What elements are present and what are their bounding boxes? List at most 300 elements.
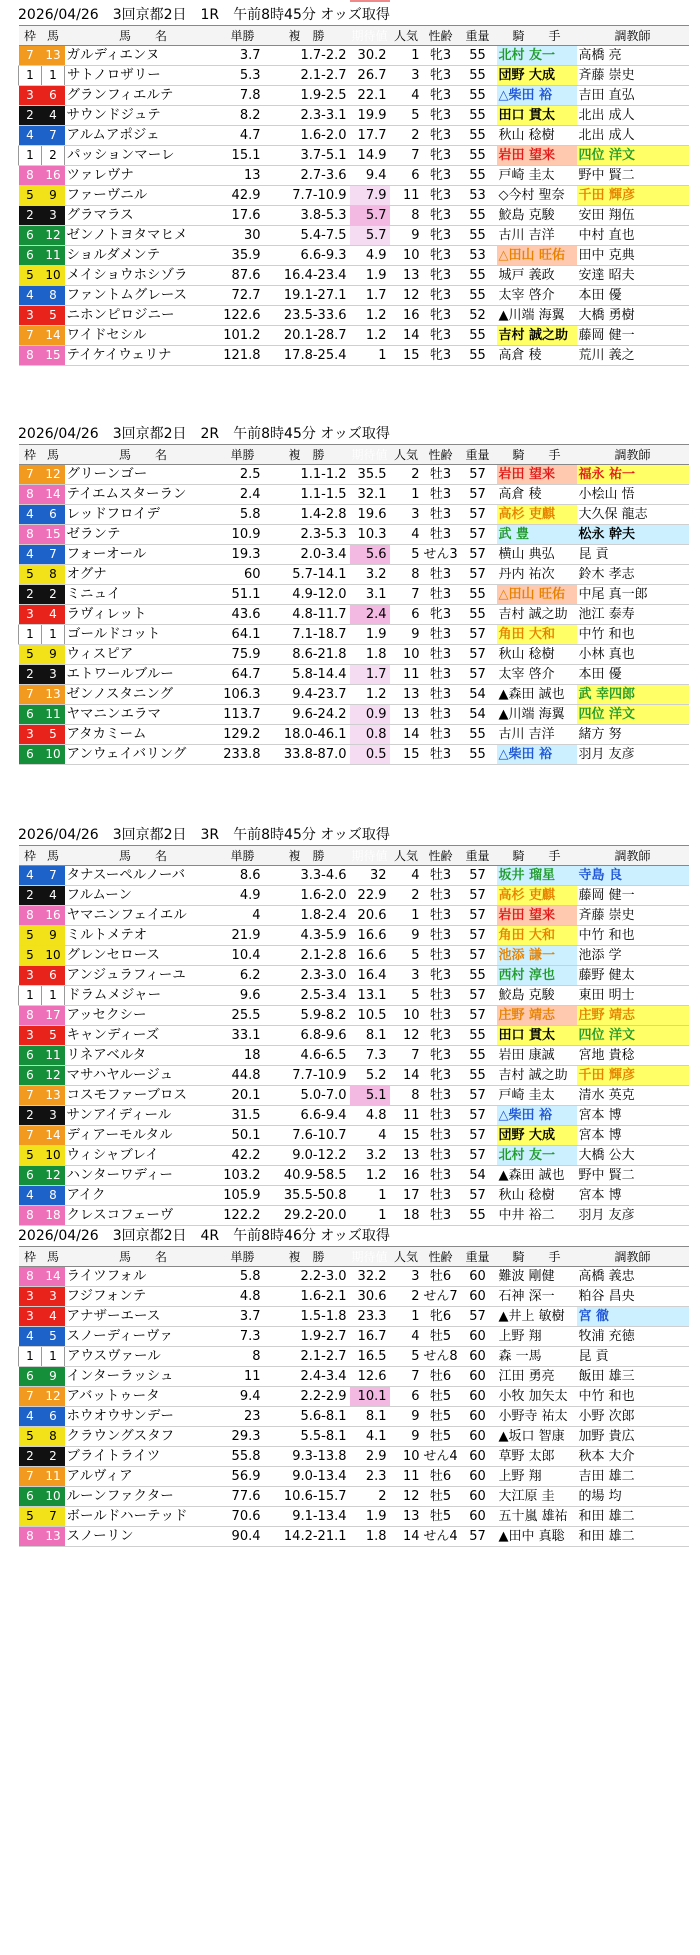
odds-table — [18, 845, 689, 1226]
place-odds-cell: 9.3-13.8 — [264, 1447, 350, 1467]
jockey-cell: 北村 友一 — [497, 46, 577, 66]
horse-number-cell: 4 — [42, 1307, 65, 1327]
place-odds-cell: 4.3-5.9 — [264, 926, 350, 946]
column-header-ninki: 人気 — [390, 26, 423, 46]
jockey-cell: 高倉 稜 — [497, 485, 577, 505]
trainer-cell: 宮本 博 — [577, 1186, 689, 1206]
weight-cell: 55 — [459, 226, 497, 246]
place-odds-cell: 9.1-13.4 — [264, 1507, 350, 1527]
win-odds-cell: 4 — [222, 906, 264, 926]
popularity-cell: 14 — [390, 1527, 423, 1547]
popularity-cell: 13 — [390, 1146, 423, 1166]
table-row[interactable] — [19, 146, 689, 166]
jockey-cell: 小野寺 祐太 — [497, 1407, 577, 1427]
jockey-cell: 石神 深一 — [497, 1287, 577, 1307]
waku-cell: 5 — [19, 1427, 42, 1447]
expected-value-cell: 2.4 — [350, 605, 390, 625]
popularity-cell: 17 — [390, 1186, 423, 1206]
horse-name-cell: グリーンゴー — [65, 465, 222, 485]
sex-age-cell: 牡3 — [423, 866, 459, 886]
win-odds-cell: 3.7 — [222, 46, 264, 66]
sex-age-cell: 牡3 — [423, 745, 459, 765]
table-row[interactable] — [19, 966, 689, 986]
jockey-cell: 太宰 啓介 — [497, 286, 577, 306]
table-row[interactable] — [19, 1106, 689, 1126]
popularity-cell: 15 — [390, 346, 423, 366]
win-odds-cell: 64.7 — [222, 665, 264, 685]
table-row[interactable] — [19, 625, 689, 645]
sex-age-cell: 牡3 — [423, 1126, 459, 1146]
win-odds-cell: 15.1 — [222, 146, 264, 166]
waku-cell: 8 — [19, 525, 42, 545]
table-row[interactable] — [19, 1086, 689, 1106]
jockey-cell: 高杉 吏麒 — [497, 886, 577, 906]
jockey-cell: 武 豊 — [497, 525, 577, 545]
column-header-waku: 枠 — [19, 445, 42, 465]
jockey-cell: 大江原 圭 — [497, 1487, 577, 1507]
win-odds-cell: 113.7 — [222, 705, 264, 725]
horse-number-cell: 9 — [42, 926, 65, 946]
table-row[interactable] — [19, 605, 689, 625]
waku-cell: 8 — [19, 166, 42, 186]
table-row[interactable] — [19, 1026, 689, 1046]
sex-age-cell: 牡5 — [423, 1407, 459, 1427]
trainer-cell: 中竹 和也 — [577, 625, 689, 645]
sex-age-cell: 牝3 — [423, 66, 459, 86]
horse-name-cell: クラウングスタフ — [65, 1427, 222, 1447]
jockey-cell: 高倉 稜 — [497, 346, 577, 366]
table-row[interactable] — [19, 886, 689, 906]
jockey-cell: 団野 大成 — [497, 1126, 577, 1146]
trainer-cell: 小野 次郎 — [577, 1407, 689, 1427]
horse-number-cell: 10 — [42, 266, 65, 286]
win-odds-cell: 101.2 — [222, 326, 264, 346]
table-row[interactable] — [19, 66, 689, 86]
horse-number-cell: 10 — [42, 1487, 65, 1507]
jockey-cell: ▲坂口 智康 — [497, 1427, 577, 1447]
jockey-cell: 岩田 康誠 — [497, 1046, 577, 1066]
waku-cell: 3 — [19, 725, 42, 745]
horse-name-cell: ニホンピロジニー — [65, 306, 222, 326]
table-row[interactable] — [19, 266, 689, 286]
trainer-cell: 吉田 雄二 — [577, 1467, 689, 1487]
expected-value-cell: 32 — [350, 866, 390, 886]
sex-age-cell: 牡3 — [423, 1086, 459, 1106]
table-row[interactable] — [19, 545, 689, 565]
weight-cell: 55 — [459, 46, 497, 66]
column-header-fuku: 複 勝 — [264, 846, 350, 866]
place-odds-cell: 29.2-20.0 — [264, 1206, 350, 1226]
win-odds-cell: 4.7 — [222, 126, 264, 146]
expected-value-cell: 5.6 — [350, 545, 390, 565]
win-odds-cell: 5.8 — [222, 505, 264, 525]
win-odds-cell: 8 — [222, 1347, 264, 1367]
weight-cell: 55 — [459, 146, 497, 166]
trainer-cell: 斉藤 崇史 — [577, 66, 689, 86]
weight-cell: 57 — [459, 1186, 497, 1206]
table-row[interactable] — [19, 1166, 689, 1186]
trainer-cell: 武 幸四郎 — [577, 685, 689, 705]
column-header-kitai: 期待値 — [350, 1247, 390, 1267]
expected-value-cell: 30.2 — [350, 46, 390, 66]
horse-number-cell: 11 — [42, 705, 65, 725]
sex-age-cell: 牡3 — [423, 1206, 459, 1226]
sex-age-cell: 牡3 — [423, 1146, 459, 1166]
popularity-cell: 6 — [390, 166, 423, 186]
table-row[interactable] — [19, 1447, 689, 1467]
trainer-cell: 北出 成人 — [577, 126, 689, 146]
waku-cell: 2 — [19, 886, 42, 906]
place-odds-cell: 5.7-14.1 — [264, 565, 350, 585]
win-odds-cell: 4.9 — [222, 886, 264, 906]
table-row[interactable] — [19, 565, 689, 585]
horse-name-cell: ミニュイ — [65, 585, 222, 605]
sex-age-cell: 牡6 — [423, 1367, 459, 1387]
win-odds-cell: 75.9 — [222, 645, 264, 665]
table-row[interactable] — [19, 1267, 689, 1287]
column-header-juryo: 重量 — [459, 26, 497, 46]
column-header-kishu: 騎 手 — [497, 26, 577, 46]
win-odds-cell: 122.2 — [222, 1206, 264, 1226]
popularity-cell: 11 — [390, 1106, 423, 1126]
table-row[interactable] — [19, 346, 689, 366]
expected-value-cell: 13.1 — [350, 986, 390, 1006]
place-odds-cell: 1.1-1.5 — [264, 485, 350, 505]
column-header-waku: 枠 — [19, 1247, 42, 1267]
place-odds-cell: 1.9-2.5 — [264, 86, 350, 106]
table-row[interactable] — [19, 525, 689, 545]
trainer-cell: 和田 雄二 — [577, 1507, 689, 1527]
horse-name-cell: クレスコフェーヴ — [65, 1206, 222, 1226]
table-row[interactable] — [19, 1146, 689, 1166]
horse-name-cell: タナスーペルノーバ — [65, 866, 222, 886]
weight-cell: 57 — [459, 565, 497, 585]
table-row[interactable] — [19, 226, 689, 246]
win-odds-cell: 6.2 — [222, 966, 264, 986]
trainer-cell: 東田 明士 — [577, 986, 689, 1006]
jockey-cell: 上野 翔 — [497, 1327, 577, 1347]
popularity-cell: 1 — [390, 46, 423, 66]
table-row[interactable] — [19, 246, 689, 266]
table-row[interactable] — [19, 485, 689, 505]
trainer-cell: 荒川 義之 — [577, 346, 689, 366]
horse-number-cell: 15 — [42, 346, 65, 366]
sex-age-cell: 牡3 — [423, 986, 459, 1006]
table-row[interactable] — [19, 1367, 689, 1387]
table-row[interactable] — [19, 1327, 689, 1347]
expected-value-cell: 10.5 — [350, 1006, 390, 1026]
column-header-chokyo: 調教師 — [577, 26, 689, 46]
table-row[interactable] — [19, 725, 689, 745]
win-odds-cell: 33.1 — [222, 1026, 264, 1046]
trainer-cell: 宮本 博 — [577, 1106, 689, 1126]
table-row[interactable] — [19, 106, 689, 126]
weight-cell: 57 — [459, 1086, 497, 1106]
win-odds-cell: 103.2 — [222, 1166, 264, 1186]
place-odds-cell: 2.5-3.4 — [264, 986, 350, 1006]
horse-name-cell: ホウオウサンデー — [65, 1407, 222, 1427]
waku-cell: 5 — [19, 645, 42, 665]
table-row[interactable] — [19, 1206, 689, 1226]
trainer-cell: 四位 洋文 — [577, 705, 689, 725]
weight-cell: 60 — [459, 1367, 497, 1387]
horse-name-cell: レッドフロイデ — [65, 505, 222, 525]
horse-name-cell: ファーヴニル — [65, 186, 222, 206]
column-header-kishu: 騎 手 — [497, 1247, 577, 1267]
horse-number-cell: 5 — [42, 306, 65, 326]
trainer-cell: 池添 学 — [577, 946, 689, 966]
sex-age-cell: 牡3 — [423, 946, 459, 966]
trainer-cell: 昆 貢 — [577, 1347, 689, 1367]
horse-name-cell: ヤマニンエラマ — [65, 705, 222, 725]
waku-cell: 8 — [19, 906, 42, 926]
table-row[interactable] — [19, 1487, 689, 1507]
sex-age-cell: 牝3 — [423, 166, 459, 186]
horse-name-cell: ライツフォル — [65, 1267, 222, 1287]
table-row[interactable] — [19, 986, 689, 1006]
horse-name-cell: アバットゥータ — [65, 1387, 222, 1407]
horse-name-cell: ガルディエンヌ — [65, 46, 222, 66]
expected-value-cell: 5.1 — [350, 1086, 390, 1106]
weight-cell: 57 — [459, 485, 497, 505]
column-header-seire: 性齢 — [423, 445, 459, 465]
table-row[interactable] — [19, 1307, 689, 1327]
popularity-cell: 3 — [390, 66, 423, 86]
column-header-juryo: 重量 — [459, 1247, 497, 1267]
horse-name-cell: ディアーモルタル — [65, 1126, 222, 1146]
table-row[interactable] — [19, 1066, 689, 1086]
column-header-seire: 性齢 — [423, 1247, 459, 1267]
expected-value-cell: 12.6 — [350, 1367, 390, 1387]
horse-number-cell: 9 — [42, 186, 65, 206]
jockey-cell: 池添 謙一 — [497, 946, 577, 966]
horse-name-cell: ゼランテ — [65, 525, 222, 545]
table-row[interactable] — [19, 906, 689, 926]
table-header-row — [19, 1247, 689, 1267]
weight-cell: 57 — [459, 946, 497, 966]
jockey-cell: 草野 太郎 — [497, 1447, 577, 1467]
table-row[interactable] — [19, 1467, 689, 1487]
jockey-cell: ▲川端 海翼 — [497, 705, 577, 725]
jockey-cell: ◇今村 聖奈 — [497, 186, 577, 206]
place-odds-cell: 9.0-12.2 — [264, 1146, 350, 1166]
popularity-cell: 5 — [390, 946, 423, 966]
jockey-cell: 横山 典弘 — [497, 545, 577, 565]
table-row[interactable] — [19, 585, 689, 605]
place-odds-cell: 4.8-11.7 — [264, 605, 350, 625]
sex-age-cell: 牝3 — [423, 286, 459, 306]
popularity-cell: 4 — [390, 525, 423, 545]
popularity-cell: 6 — [390, 605, 423, 625]
horse-number-cell: 14 — [42, 1267, 65, 1287]
horse-number-cell: 5 — [42, 1327, 65, 1347]
waku-cell: 6 — [19, 745, 42, 765]
sex-age-cell: 牝3 — [423, 86, 459, 106]
popularity-cell: 14 — [390, 326, 423, 346]
trainer-cell: 寺島 良 — [577, 866, 689, 886]
table-row[interactable] — [19, 1006, 689, 1026]
horse-number-cell: 8 — [42, 1427, 65, 1447]
table-row[interactable] — [19, 665, 689, 685]
waku-cell: 2 — [19, 1106, 42, 1126]
column-header-kitai: 期待値 — [350, 846, 390, 866]
weight-cell: 57 — [459, 986, 497, 1006]
waku-cell: 2 — [19, 1447, 42, 1467]
expected-value-cell: 1.2 — [350, 1166, 390, 1186]
table-row[interactable] — [19, 206, 689, 226]
horse-name-cell: ヤマニンフェイエル — [65, 906, 222, 926]
expected-value-cell: 26.7 — [350, 66, 390, 86]
popularity-cell: 1 — [390, 1307, 423, 1327]
expected-value-cell: 17.7 — [350, 126, 390, 146]
weight-cell: 53 — [459, 186, 497, 206]
win-odds-cell: 35.9 — [222, 246, 264, 266]
sex-age-cell: 牡5 — [423, 1387, 459, 1407]
place-odds-cell: 6.6-9.4 — [264, 1106, 350, 1126]
table-row[interactable] — [19, 926, 689, 946]
trainer-cell: 的場 均 — [577, 1487, 689, 1507]
win-odds-cell: 4.8 — [222, 1287, 264, 1307]
horse-number-cell: 12 — [42, 465, 65, 485]
trainer-cell: 千田 輝彦 — [577, 1066, 689, 1086]
waku-cell: 3 — [19, 1307, 42, 1327]
win-odds-cell: 87.6 — [222, 266, 264, 286]
horse-name-cell: ウィシャブレイ — [65, 1146, 222, 1166]
table-row[interactable] — [19, 1347, 689, 1367]
weight-cell: 60 — [459, 1487, 497, 1507]
horse-name-cell: ハンターワディー — [65, 1166, 222, 1186]
waku-cell: 5 — [19, 565, 42, 585]
table-row[interactable] — [19, 126, 689, 146]
waku-cell: 6 — [19, 1487, 42, 1507]
expected-value-cell: 8.1 — [350, 1407, 390, 1427]
place-odds-cell: 6.8-9.6 — [264, 1026, 350, 1046]
sex-age-cell: 牡3 — [423, 525, 459, 545]
table-row[interactable] — [19, 1126, 689, 1146]
jockey-cell: 角田 大和 — [497, 625, 577, 645]
trainer-cell: 池江 泰寿 — [577, 605, 689, 625]
expected-value-cell: 5.2 — [350, 1066, 390, 1086]
horse-number-cell: 1 — [42, 625, 65, 645]
table-row[interactable] — [19, 306, 689, 326]
weight-cell: 57 — [459, 645, 497, 665]
table-header-row — [19, 26, 689, 46]
sex-age-cell: 牡3 — [423, 665, 459, 685]
place-odds-cell: 9.4-23.7 — [264, 685, 350, 705]
table-row[interactable] — [19, 166, 689, 186]
weight-cell: 55 — [459, 126, 497, 146]
expected-value-cell: 16.6 — [350, 926, 390, 946]
trainer-cell: 羽月 友彦 — [577, 745, 689, 765]
place-odds-cell: 2.3-5.3 — [264, 525, 350, 545]
popularity-cell: 2 — [390, 1287, 423, 1307]
jockey-cell: 吉村 誠之助 — [497, 605, 577, 625]
expected-value-cell: 32.1 — [350, 485, 390, 505]
sex-age-cell: 牡3 — [423, 645, 459, 665]
win-odds-cell: 20.1 — [222, 1086, 264, 1106]
table-row[interactable] — [19, 946, 689, 966]
expected-value-cell: 10.3 — [350, 525, 390, 545]
table-row[interactable] — [19, 866, 689, 886]
trainer-cell: 宮地 貴稔 — [577, 1046, 689, 1066]
jockey-cell: 田口 貫太 — [497, 106, 577, 126]
weight-cell: 55 — [459, 166, 497, 186]
horse-number-cell: 3 — [42, 665, 65, 685]
expected-value-cell: 0.5 — [350, 745, 390, 765]
table-row[interactable] — [19, 465, 689, 485]
table-row[interactable] — [19, 1186, 689, 1206]
expected-value-cell: 1.8 — [350, 645, 390, 665]
weight-cell: 57 — [459, 1146, 497, 1166]
win-odds-cell: 51.1 — [222, 585, 264, 605]
expected-value-cell: 22.9 — [350, 886, 390, 906]
table-row[interactable] — [19, 745, 689, 765]
table-row[interactable] — [19, 1046, 689, 1066]
win-odds-cell: 17.6 — [222, 206, 264, 226]
sex-age-cell: 牡3 — [423, 705, 459, 725]
table-row[interactable] — [19, 86, 689, 106]
table-row[interactable] — [19, 286, 689, 306]
waku-cell: 5 — [19, 266, 42, 286]
odds-table — [18, 25, 689, 366]
table-row[interactable] — [19, 1387, 689, 1407]
trainer-cell: 四位 洋文 — [577, 146, 689, 166]
weight-cell: 57 — [459, 625, 497, 645]
weight-cell: 55 — [459, 605, 497, 625]
table-row[interactable] — [19, 186, 689, 206]
popularity-cell: 15 — [390, 1126, 423, 1146]
place-odds-cell: 2.7-3.6 — [264, 166, 350, 186]
horse-number-cell: 6 — [42, 505, 65, 525]
popularity-cell: 11 — [390, 1467, 423, 1487]
place-odds-cell: 5.0-7.0 — [264, 1086, 350, 1106]
horse-number-cell: 1 — [42, 986, 65, 1006]
table-row[interactable] — [19, 46, 689, 66]
table-row[interactable] — [19, 645, 689, 665]
jockey-cell: 西村 淳也 — [497, 966, 577, 986]
table-row[interactable] — [19, 1287, 689, 1307]
table-row[interactable] — [19, 1507, 689, 1527]
table-row[interactable] — [19, 1527, 689, 1547]
table-row[interactable] — [19, 705, 689, 725]
weight-cell: 55 — [459, 286, 497, 306]
popularity-cell: 7 — [390, 1367, 423, 1387]
trainer-cell: 野中 賢二 — [577, 166, 689, 186]
column-header-tan: 単勝 — [222, 846, 264, 866]
horse-number-cell: 9 — [42, 1367, 65, 1387]
table-row[interactable] — [19, 1427, 689, 1447]
table-row[interactable] — [19, 685, 689, 705]
expected-value-cell: 4.1 — [350, 1427, 390, 1447]
weight-cell: 57 — [459, 886, 497, 906]
column-header-ninki: 人気 — [390, 1247, 423, 1267]
win-odds-cell: 8.6 — [222, 866, 264, 886]
popularity-cell: 2 — [390, 126, 423, 146]
column-header-uma: 馬 — [42, 445, 65, 465]
weight-cell: 55 — [459, 206, 497, 226]
sex-age-cell: 牡3 — [423, 906, 459, 926]
table-row[interactable] — [19, 1407, 689, 1427]
waku-cell: 3 — [19, 605, 42, 625]
win-odds-cell: 56.9 — [222, 1467, 264, 1487]
jockey-cell: ▲森田 誠也 — [497, 1166, 577, 1186]
jockey-cell: 岩田 望来 — [497, 906, 577, 926]
weight-cell: 52 — [459, 306, 497, 326]
table-row[interactable] — [19, 505, 689, 525]
popularity-cell: 12 — [390, 1026, 423, 1046]
table-row[interactable] — [19, 326, 689, 346]
column-header-fuku: 複 勝 — [264, 445, 350, 465]
